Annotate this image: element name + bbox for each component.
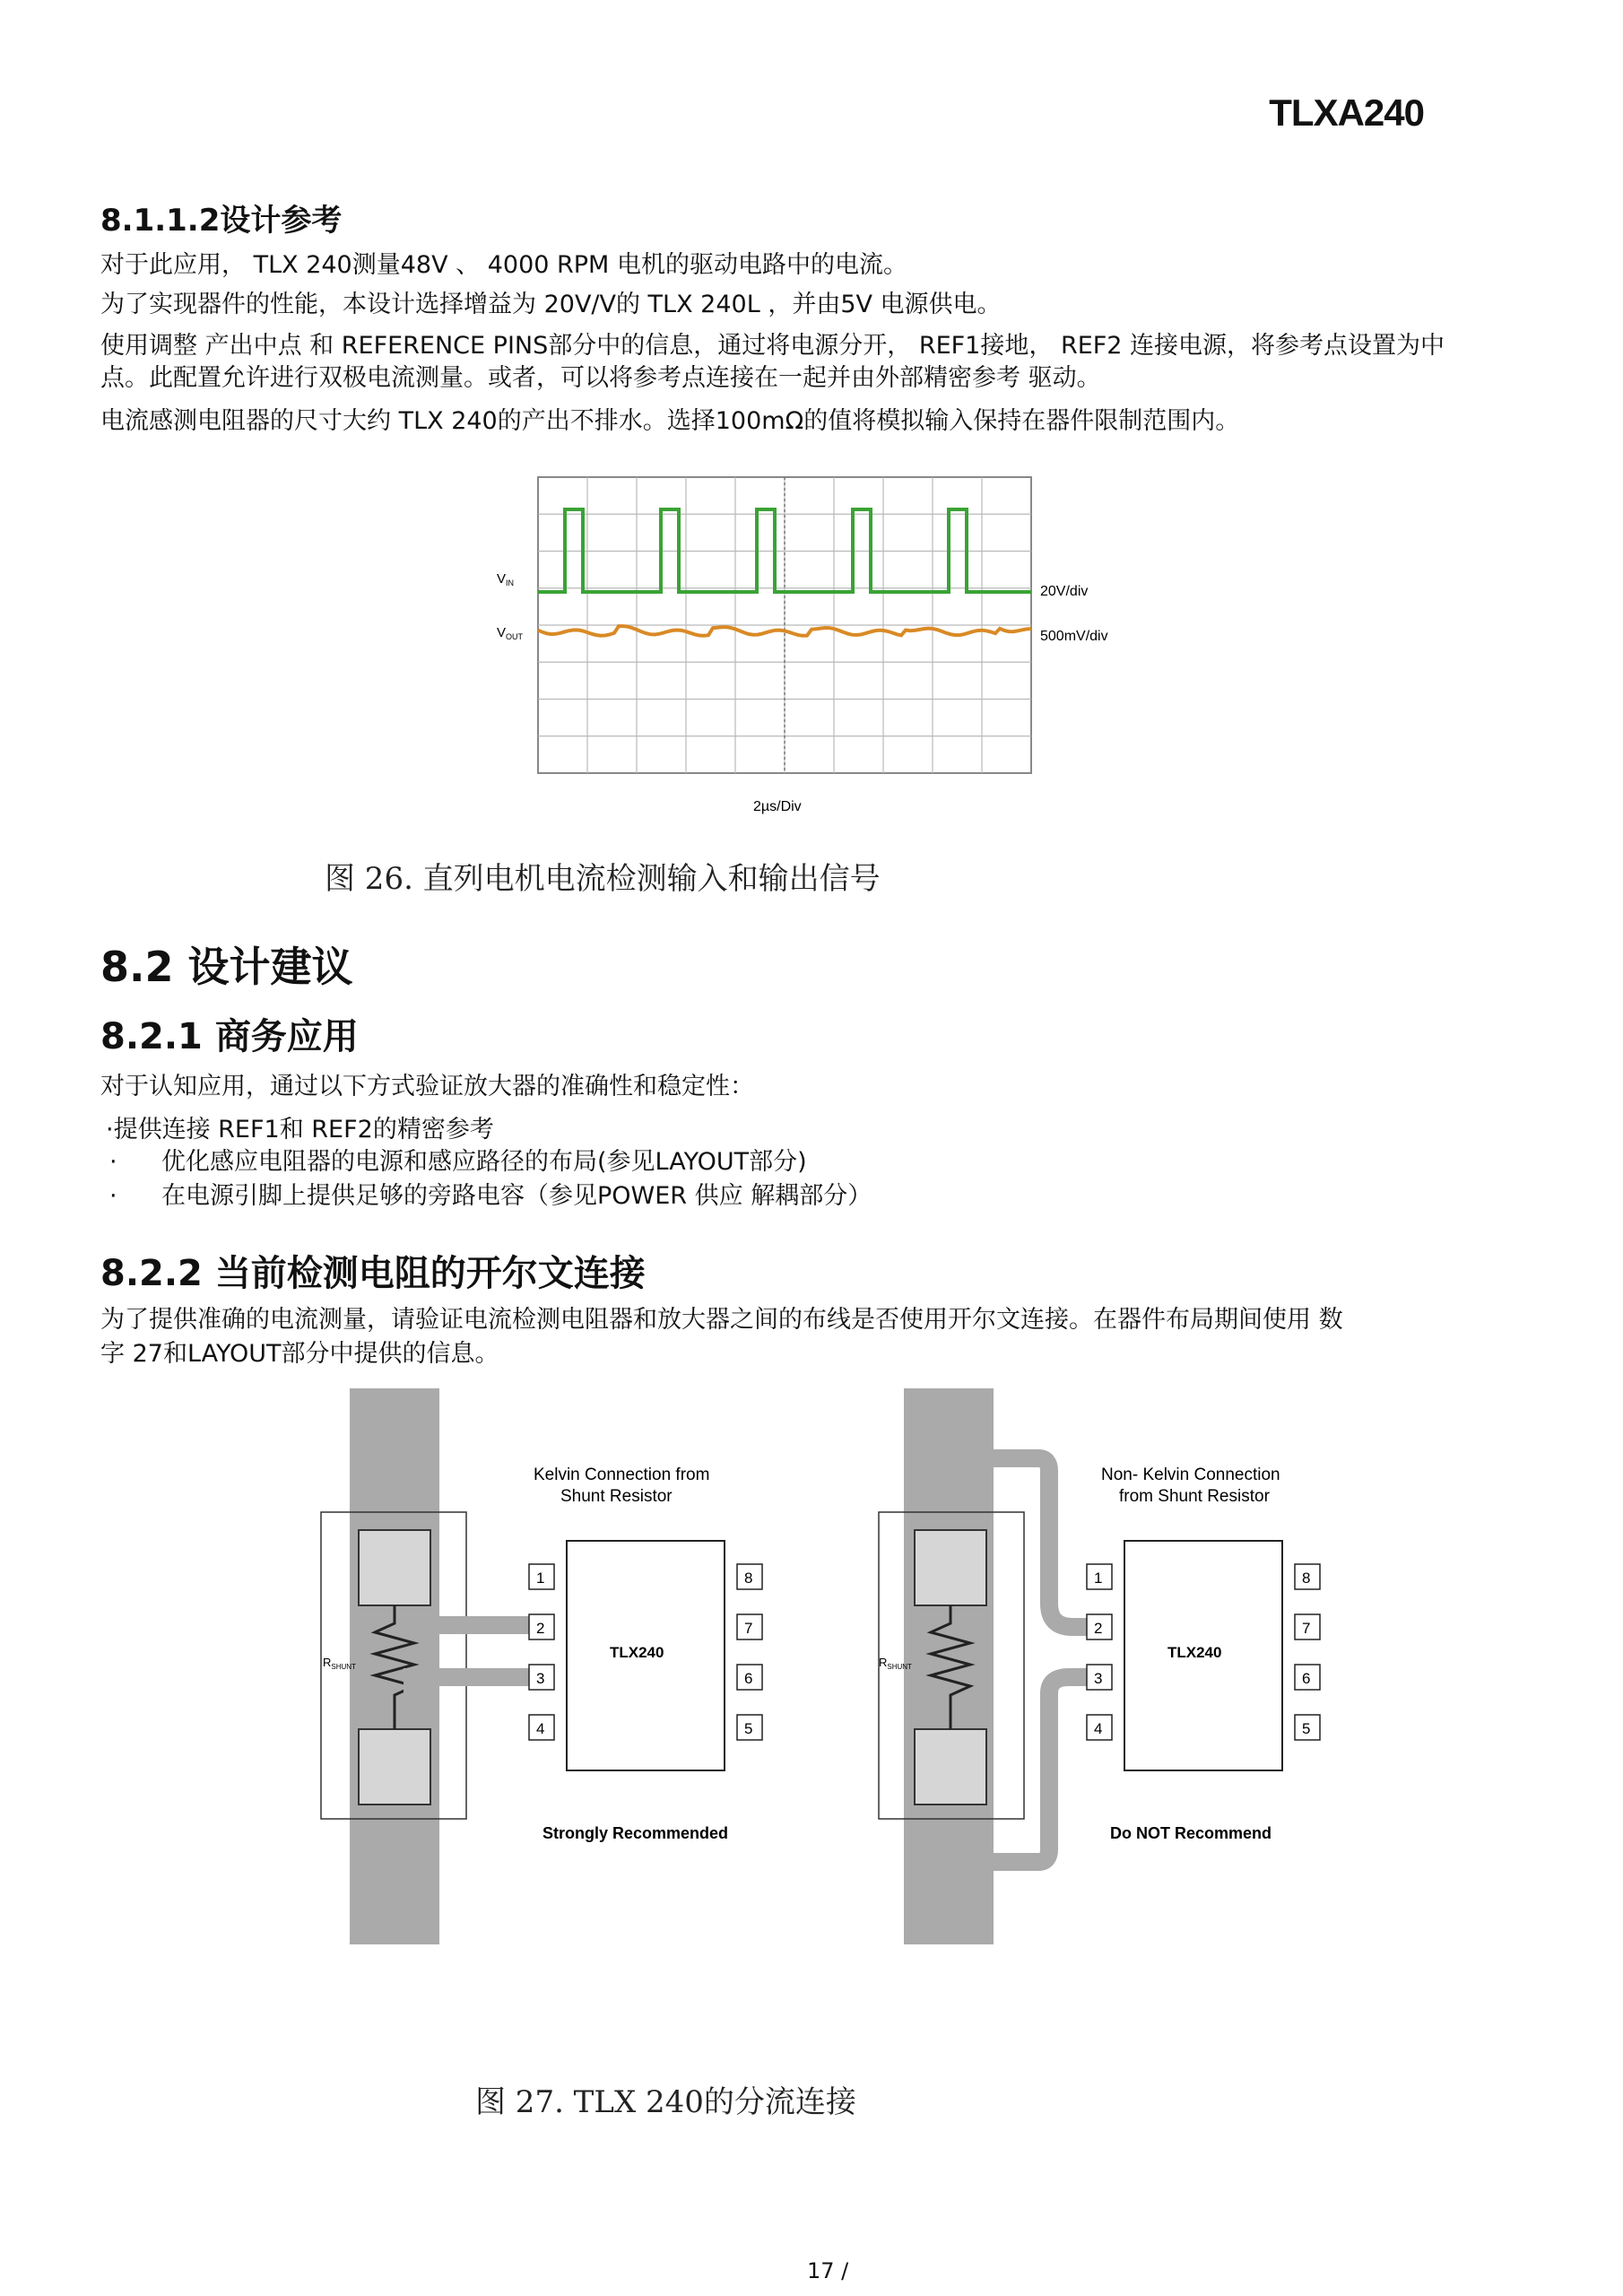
non-kelvin-caption: Do NOT Recommend (1110, 1824, 1272, 1842)
figure-27-caption: 图 27. TLX 240的分流连接 (475, 2084, 856, 2120)
tlx240-chip (1087, 1541, 1320, 1770)
paragraph: 点。此配置允许进行双极电流测量。或者，可以将参考点连接在一起并由外部精密参考 驱动。 (100, 364, 1101, 392)
section-heading-8-2: 8.2 设计建议 (100, 943, 353, 991)
list-item: ·提供连接 REF1和 REF2的精密参考 (106, 1116, 494, 1144)
pcb-trace (350, 1388, 439, 1944)
pin-number: 4 (536, 1720, 545, 1737)
pin-number: 6 (744, 1670, 753, 1687)
pin-number: 1 (1094, 1570, 1103, 1587)
vin-label: $V_{IN}$ (497, 571, 515, 587)
section-heading-8-2-1: 8.2.1 商务应用 (100, 1016, 359, 1057)
pin-number: 3 (1094, 1670, 1103, 1687)
scope-grid (538, 477, 1031, 773)
kelvin-title: Kelvin Connection from (534, 1465, 710, 1484)
vout-label: $V_{OUT}$ (497, 625, 524, 641)
vin-scale-label: 20V/div (1040, 584, 1089, 599)
pin-number: 3 (536, 1670, 545, 1687)
kelvin-caption: Strongly Recommended (542, 1824, 729, 1842)
non-kelvin-title: from Shunt Resistor (1119, 1487, 1270, 1506)
pin-number: 8 (1302, 1570, 1311, 1587)
chip-label: TLX240 (610, 1644, 664, 1661)
list-item: · 在电源引脚上提供足够的旁路电容（参见POWER 供应 解耦部分） (109, 1182, 872, 1210)
paragraph: 对于此应用， TLX 240测量48V 、 4000 RPM 电机的驱动电路中的电流。 (100, 251, 907, 279)
pin-number: 6 (1302, 1670, 1311, 1687)
non-kelvin-title: Non- Kelvin Connection (1101, 1465, 1280, 1484)
paragraph: 对于认知应用，通过以下方式验证放大器的准确性和稳定性： (100, 1073, 754, 1100)
pin-number: 1 (536, 1570, 545, 1587)
pin-number: 2 (1094, 1620, 1103, 1637)
document-title: TLXA240 (1269, 91, 1424, 134)
chip-label: TLX240 (1167, 1644, 1222, 1661)
pcb-trace (904, 1388, 994, 1944)
figure-27-shunt-connection (305, 1388, 1345, 1944)
figure-26-caption: 图 26. 直列电机电流检测输入和输出信号 (325, 861, 881, 897)
pin-number: 8 (744, 1570, 753, 1587)
list-item: · 优化感应电阻器的电源和感应路径的布局(参见LAYOUT部分) (109, 1148, 807, 1176)
non-kelvin-trace (994, 1458, 1087, 1627)
kelvin-diagram (321, 1388, 762, 1944)
non-kelvin-trace (994, 1677, 1087, 1862)
paragraph: 字 27和LAYOUT部分中提供的信息。 (100, 1340, 499, 1368)
section-heading-8-1-1-2: 8.1.1.2设计参考 (100, 203, 343, 239)
pin-number: 7 (744, 1620, 753, 1637)
paragraph: 为了提供准确的电流测量，请验证电流检测电阻器和放大器之间的布线是否使用开尔文连接。在器件布局期间使用 数 (100, 1306, 1343, 1334)
rshunt-label: $R_{SHUNT}$ (879, 1656, 912, 1671)
pin-number: 4 (1094, 1720, 1103, 1737)
section-heading-8-2-2: 8.2.2 当前检测电阻的开尔文连接 (100, 1253, 646, 1294)
kelvin-title: Shunt Resistor (560, 1487, 673, 1506)
shunt-pad-top (915, 1530, 986, 1605)
pin-number: 7 (1302, 1620, 1311, 1637)
time-scale-label: 2µs/Div (753, 799, 802, 814)
pin-number: 2 (536, 1620, 545, 1637)
non-kelvin-diagram (879, 1388, 1320, 1944)
tlx240-chip (529, 1541, 762, 1770)
shunt-pad-bottom (359, 1729, 430, 1805)
shunt-pad-bottom (915, 1729, 986, 1805)
pin-number: 5 (1302, 1720, 1311, 1737)
pin-number: 5 (744, 1720, 753, 1737)
paragraph: 使用调整 产出中点 和 REFERENCE PINS部分中的信息，通过将电源分开， REF1接地， REF2 连接电源，将参考点设置为中 (100, 332, 1445, 360)
shunt-pad-top (359, 1530, 430, 1605)
rshunt-label: $R_{SHUNT}$ (323, 1656, 356, 1671)
paragraph: 为了实现器件的性能，本设计选择增益为 20V/V的 TLX 240L ，并由5V 电源供电。 (100, 291, 1002, 318)
page-number: 17 / (807, 2258, 849, 2283)
figure-26-oscilloscope (484, 466, 1166, 834)
vout-scale-label: 500mV/div (1040, 629, 1108, 644)
paragraph: 电流感测电阻器的尺寸大约 TLX 240的产出不排水。选择100mΩ的值将模拟输入保持在器件限制范围内。 (100, 407, 1240, 435)
